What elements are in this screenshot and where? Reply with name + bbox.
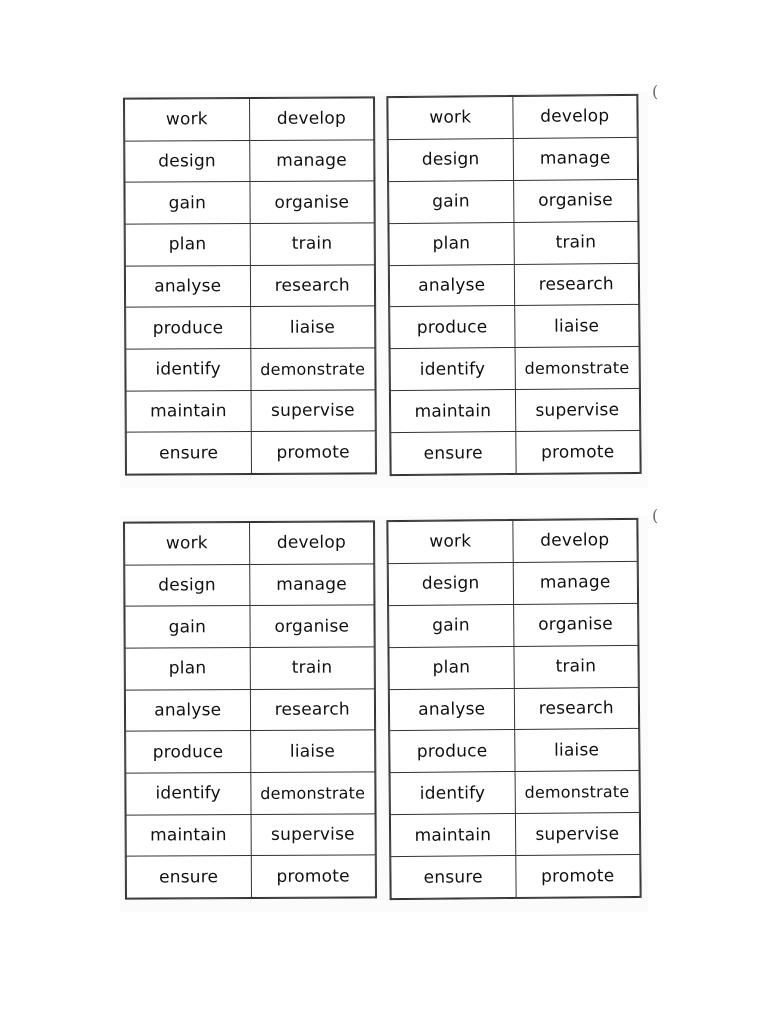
word-cell-left: maintain xyxy=(126,390,251,432)
word-cell-right: research xyxy=(250,264,375,306)
word-row xyxy=(389,645,638,689)
word-cell-left: gain xyxy=(125,606,250,648)
word-cell-left: design xyxy=(125,564,250,606)
word-cell-right: develop xyxy=(512,519,637,562)
word-cell-left: ensure xyxy=(126,856,251,898)
word-table xyxy=(124,97,376,474)
word-row xyxy=(126,431,375,474)
word-cell-left: gain xyxy=(389,180,514,223)
word-cell-left: plan xyxy=(389,222,514,265)
word-cell-left: work xyxy=(125,99,250,141)
word-cell-left: produce xyxy=(126,307,251,349)
word-cell-left: analyse xyxy=(125,689,250,731)
word-cell-left: analyse xyxy=(389,264,514,307)
word-row xyxy=(389,263,638,307)
word-cell-right: demonstrate xyxy=(250,348,375,390)
word-row xyxy=(126,348,375,391)
word-table xyxy=(387,95,640,475)
word-row xyxy=(388,519,637,563)
word-cell-right: liaise xyxy=(514,729,639,772)
word-cell-left: analyse xyxy=(125,265,250,307)
word-row xyxy=(125,522,374,565)
word-row xyxy=(126,730,375,773)
word-row xyxy=(389,179,638,223)
word-cell-right: liaise xyxy=(514,305,639,348)
word-row xyxy=(390,389,639,433)
word-cell-left: ensure xyxy=(391,855,516,898)
word-row xyxy=(389,603,638,647)
word-cell-right: liaise xyxy=(250,306,375,348)
word-cell-right: liaise xyxy=(250,730,375,772)
word-card-bottom-right xyxy=(386,518,641,900)
word-row xyxy=(390,347,639,391)
word-cell-left: ensure xyxy=(126,432,251,474)
word-cell-right: develop xyxy=(249,522,374,564)
word-cell-left: plan xyxy=(125,223,250,265)
word-row xyxy=(126,813,375,856)
word-row xyxy=(126,772,375,815)
word-cell-left: gain xyxy=(389,604,514,647)
word-table xyxy=(387,519,640,899)
edge-mark: ( xyxy=(652,82,659,101)
edge-mark: ( xyxy=(652,506,659,525)
word-cell-left: work xyxy=(388,521,513,564)
word-row xyxy=(126,306,375,349)
word-cell-right: demonstrate xyxy=(515,347,640,390)
word-cell-left: identify xyxy=(126,772,251,814)
word-row xyxy=(125,223,374,266)
word-row xyxy=(126,389,375,432)
word-cell-right: manage xyxy=(249,564,374,606)
word-row xyxy=(388,95,637,139)
word-row xyxy=(388,137,637,181)
word-row xyxy=(391,430,640,474)
word-row xyxy=(125,564,374,607)
word-cell-right: organise xyxy=(249,181,374,223)
word-row xyxy=(389,221,638,265)
word-cell-right: research xyxy=(250,688,375,730)
word-cell-right: develop xyxy=(512,95,637,138)
word-card-top-right xyxy=(386,94,641,476)
word-cell-right: train xyxy=(250,647,375,689)
word-cell-left: ensure xyxy=(391,431,516,474)
word-cell-left: produce xyxy=(126,731,251,773)
word-cell-right: demonstrate xyxy=(250,772,375,814)
word-cell-left: maintain xyxy=(390,814,515,857)
word-cell-left: plan xyxy=(389,646,514,689)
word-row xyxy=(125,605,374,648)
word-row xyxy=(391,854,640,898)
word-cell-left: produce xyxy=(390,730,515,773)
word-cell-left: design xyxy=(388,562,513,605)
word-cell-right: manage xyxy=(249,140,374,182)
word-cell-right: organise xyxy=(513,603,638,646)
word-row xyxy=(125,140,374,183)
word-cell-right: develop xyxy=(249,98,374,140)
word-cell-right: train xyxy=(513,221,638,264)
word-row xyxy=(390,729,639,773)
word-cell-left: maintain xyxy=(390,390,515,433)
word-cell-left: produce xyxy=(390,306,515,349)
word-cell-right: promote xyxy=(515,854,640,897)
word-table xyxy=(124,521,376,898)
word-cell-left: identify xyxy=(126,348,251,390)
word-cell-right: research xyxy=(514,687,639,730)
word-cell-left: identify xyxy=(390,772,515,815)
word-cell-left: design xyxy=(388,138,513,181)
word-cell-left: identify xyxy=(390,348,515,391)
word-row xyxy=(125,264,374,307)
word-card-bottom-left xyxy=(123,520,377,899)
word-cell-right: supervise xyxy=(515,389,640,432)
word-cell-right: train xyxy=(513,645,638,688)
word-row xyxy=(125,98,374,141)
word-row xyxy=(126,855,375,898)
word-card-top-left xyxy=(123,96,377,475)
word-cell-right: supervise xyxy=(251,813,376,855)
word-row xyxy=(390,771,639,815)
word-cell-left: work xyxy=(388,97,513,140)
word-cell-right: supervise xyxy=(251,389,376,431)
word-row xyxy=(389,687,638,731)
word-cell-right: manage xyxy=(513,137,638,180)
word-cell-right: supervise xyxy=(515,813,640,856)
word-row xyxy=(388,561,637,605)
word-cell-left: analyse xyxy=(389,688,514,731)
word-row xyxy=(125,688,374,731)
word-cell-left: plan xyxy=(125,647,250,689)
word-cell-left: work xyxy=(125,523,250,565)
word-cell-right: manage xyxy=(513,561,638,604)
word-cell-right: organise xyxy=(513,179,638,222)
word-cell-right: promote xyxy=(251,855,376,897)
word-cell-left: design xyxy=(125,140,250,182)
word-cell-right: research xyxy=(514,263,639,306)
word-cell-right: promote xyxy=(251,431,376,473)
word-cell-left: gain xyxy=(125,182,250,224)
word-cell-right: organise xyxy=(249,605,374,647)
word-cell-left: maintain xyxy=(126,814,251,856)
word-row xyxy=(390,813,639,857)
word-cell-right: demonstrate xyxy=(515,771,640,814)
word-cell-right: train xyxy=(250,223,375,265)
word-cell-right: promote xyxy=(515,430,640,473)
word-row xyxy=(125,647,374,690)
word-row xyxy=(125,181,374,224)
word-row xyxy=(390,305,639,349)
